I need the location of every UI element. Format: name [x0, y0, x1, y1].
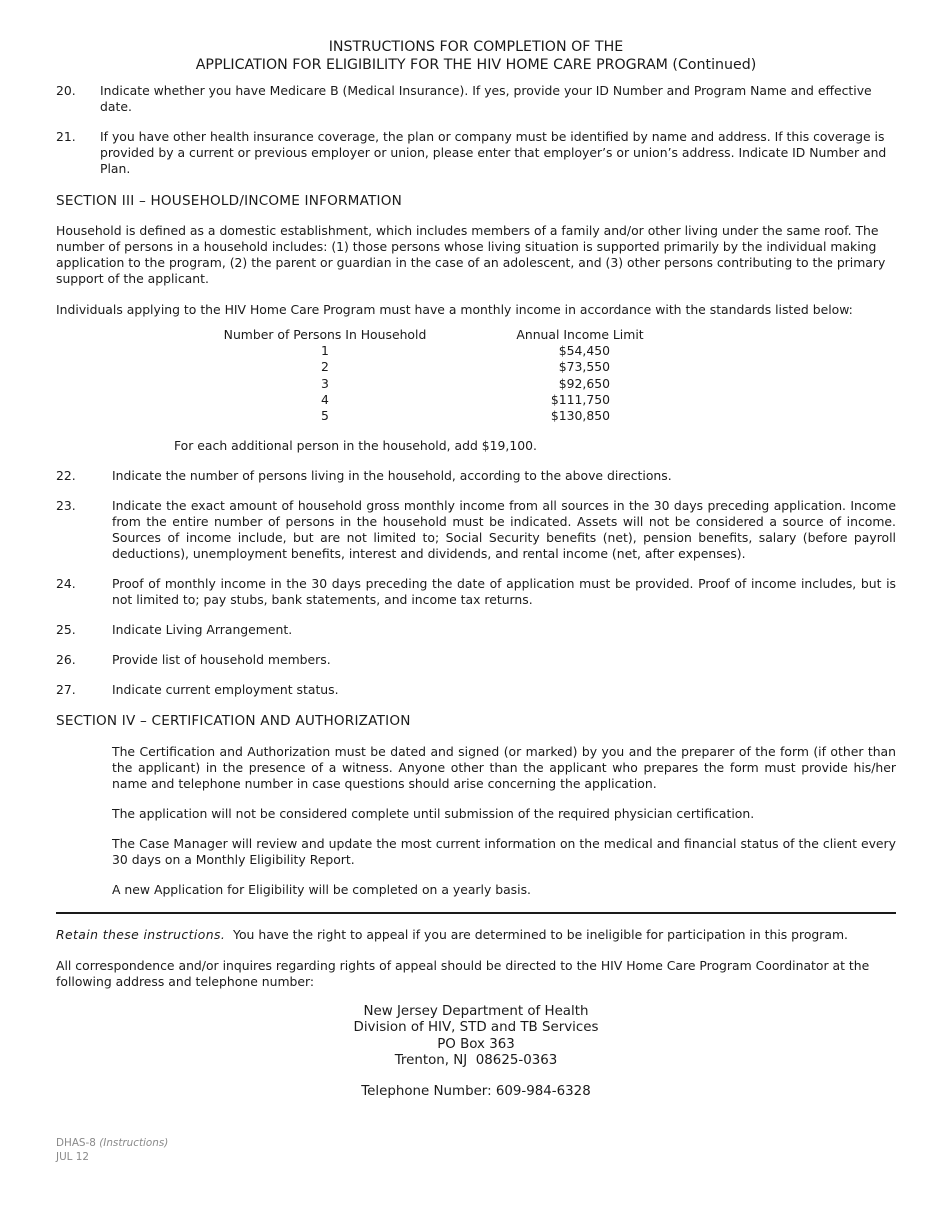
instruction-item-25	[56, 622, 896, 638]
item-text: If you have other health insurance coverage, the plan or company must be identified by name and address. If this coverage is provided by a current or previous employer or union, please enter that employer’s or union’s address. Indicate ID Number and Plan.	[100, 129, 887, 176]
instruction-item-24	[56, 576, 896, 608]
table-row	[175, 408, 685, 424]
item-text: Indicate current employment status.	[112, 682, 339, 698]
retain-emphasis: Retain these instructions.	[56, 927, 226, 943]
instruction-item-20	[56, 83, 896, 115]
form-footer	[56, 1136, 168, 1164]
document-page	[56, 38, 896, 1100]
item-text: Indicate the exact amount of household gross monthly income from all sources in the 30 days preceding application. Income from the entire number of persons in the household must be indicated. Assets will not be considered a source of income. Sources of income include, but are not limited to; Social Security benefits (net), pension benefits, salary (before payroll deductions), unemployment benefits, interest and dividends, and rental income (net, after expenses).	[112, 498, 896, 562]
persons-cell: 5	[321, 408, 329, 424]
title-line-2: APPLICATION FOR ELIGIBILITY FOR THE HIV HOME CARE PROGRAM (Continued)	[195, 57, 757, 73]
item-number: 27.	[56, 682, 76, 698]
item-number: 21.	[56, 129, 76, 144]
item-text: Indicate the number of persons living in the household, according to the above directions.	[112, 468, 672, 484]
form-date: JUL 12	[56, 1151, 89, 1163]
form-code: DHAS-8	[56, 1137, 96, 1149]
item-number: 23.	[56, 498, 76, 514]
correspondence-note: All correspondence and/or inquires regarding rights of appeal should be directed to the HIV Home Care Program Coordinator at the following address and telephone number:	[56, 958, 870, 990]
item-number: 25.	[56, 622, 76, 638]
telephone-number: Telephone Number: 609-984-6328	[361, 1084, 591, 1100]
section-4-heading: SECTION IV – CERTIFICATION AND AUTHORIZATION	[56, 713, 411, 730]
instruction-item-26	[56, 652, 896, 668]
column-header-limit: Annual Income Limit	[516, 327, 644, 342]
section-divider	[56, 912, 896, 914]
limit-cell: $130,850	[550, 408, 610, 424]
instruction-item-23	[56, 498, 896, 562]
instruction-item-22	[56, 468, 896, 484]
page-title	[56, 38, 896, 74]
address-line: Division of HIV, STD and TB Services	[353, 1020, 599, 1036]
item-text: Indicate whether you have Medicare B (Medical Insurance). If yes, provide your ID Number and Program Name and effective date.	[100, 83, 872, 114]
persons-cell: 4	[321, 391, 329, 407]
limit-cell: $54,450	[558, 343, 610, 359]
section-3-heading: SECTION III – HOUSEHOLD/INCOME INFORMATION	[56, 193, 403, 209]
appeal-rights-text: You have the right to appeal if you are determined to be ineligible for participation in this program.	[225, 927, 848, 943]
address-line: New Jersey Department of Health	[363, 1004, 589, 1020]
table-row	[175, 392, 685, 408]
item-number: 26.	[56, 652, 76, 668]
household-definition: Household is defined as a domestic establishment, which includes members of a family and/or other living under the same roof. The number of persons in a household includes: (1) those persons whose living situation is supported primarily by the individual making application to the program, (2) the parent or guardian in the case of an adolescent, and (3) other persons contributing to the primary support of the applicant.	[56, 223, 886, 286]
limit-cell: $92,650	[558, 375, 610, 391]
table-header-row	[175, 327, 685, 343]
table-row	[175, 343, 685, 359]
item-text: Indicate Living Arrangement.	[112, 622, 293, 638]
persons-cell: 3	[321, 375, 329, 391]
table-row	[175, 359, 685, 375]
item-text: Proof of monthly income in the 30 days preceding the date of application must be provided. Proof of income includes, but is not limited to; pay stubs, bank statements, and income tax returns.	[112, 576, 896, 608]
retain-instructions-note	[56, 927, 896, 943]
instruction-item-27	[56, 682, 896, 698]
income-standard-intro: Individuals applying to the HIV Home Care Program must have a monthly income in accordance with the standards listed below:	[56, 302, 853, 317]
physician-certification-note: The application will not be considered complete until submission of the required physician certification.	[112, 806, 755, 822]
item-number: 24.	[56, 576, 76, 592]
persons-cell: 2	[321, 359, 329, 375]
additional-person-note: For each additional person in the household, add $19,100.	[174, 438, 537, 454]
income-limit-table	[175, 327, 685, 424]
persons-cell: 1	[321, 343, 329, 359]
column-header-persons: Number of Persons In Household	[223, 327, 427, 342]
certification-paragraph: The Certification and Authorization must be dated and signed (or marked) by you and the preparer of the form (if other than the applicant) in the presence of a witness. Anyone other than the applicant who prepares the form must provide his/her name and telephone number in case questions should arise concerning the application.	[112, 744, 896, 792]
form-note: (Instructions)	[99, 1137, 169, 1149]
address-line: Trenton, NJ 08625-0363	[394, 1052, 558, 1068]
item-number: 22.	[56, 468, 76, 484]
item-number: 20.	[56, 83, 76, 98]
mailing-address	[56, 1004, 896, 1100]
table-row	[175, 376, 685, 392]
address-line: PO Box 363	[437, 1036, 515, 1052]
item-text: Provide list of household members.	[112, 652, 331, 668]
title-line-1: INSTRUCTIONS FOR COMPLETION OF THE	[328, 39, 624, 55]
limit-cell: $111,750	[550, 391, 610, 407]
yearly-renewal-note: A new Application for Eligibility will be completed on a yearly basis.	[112, 882, 531, 898]
limit-cell: $73,550	[558, 359, 610, 375]
instruction-item-21	[56, 129, 896, 177]
case-manager-note: The Case Manager will review and update the most current information on the medical and financial status of the client every 30 days on a Monthly Eligibility Report.	[112, 836, 896, 868]
